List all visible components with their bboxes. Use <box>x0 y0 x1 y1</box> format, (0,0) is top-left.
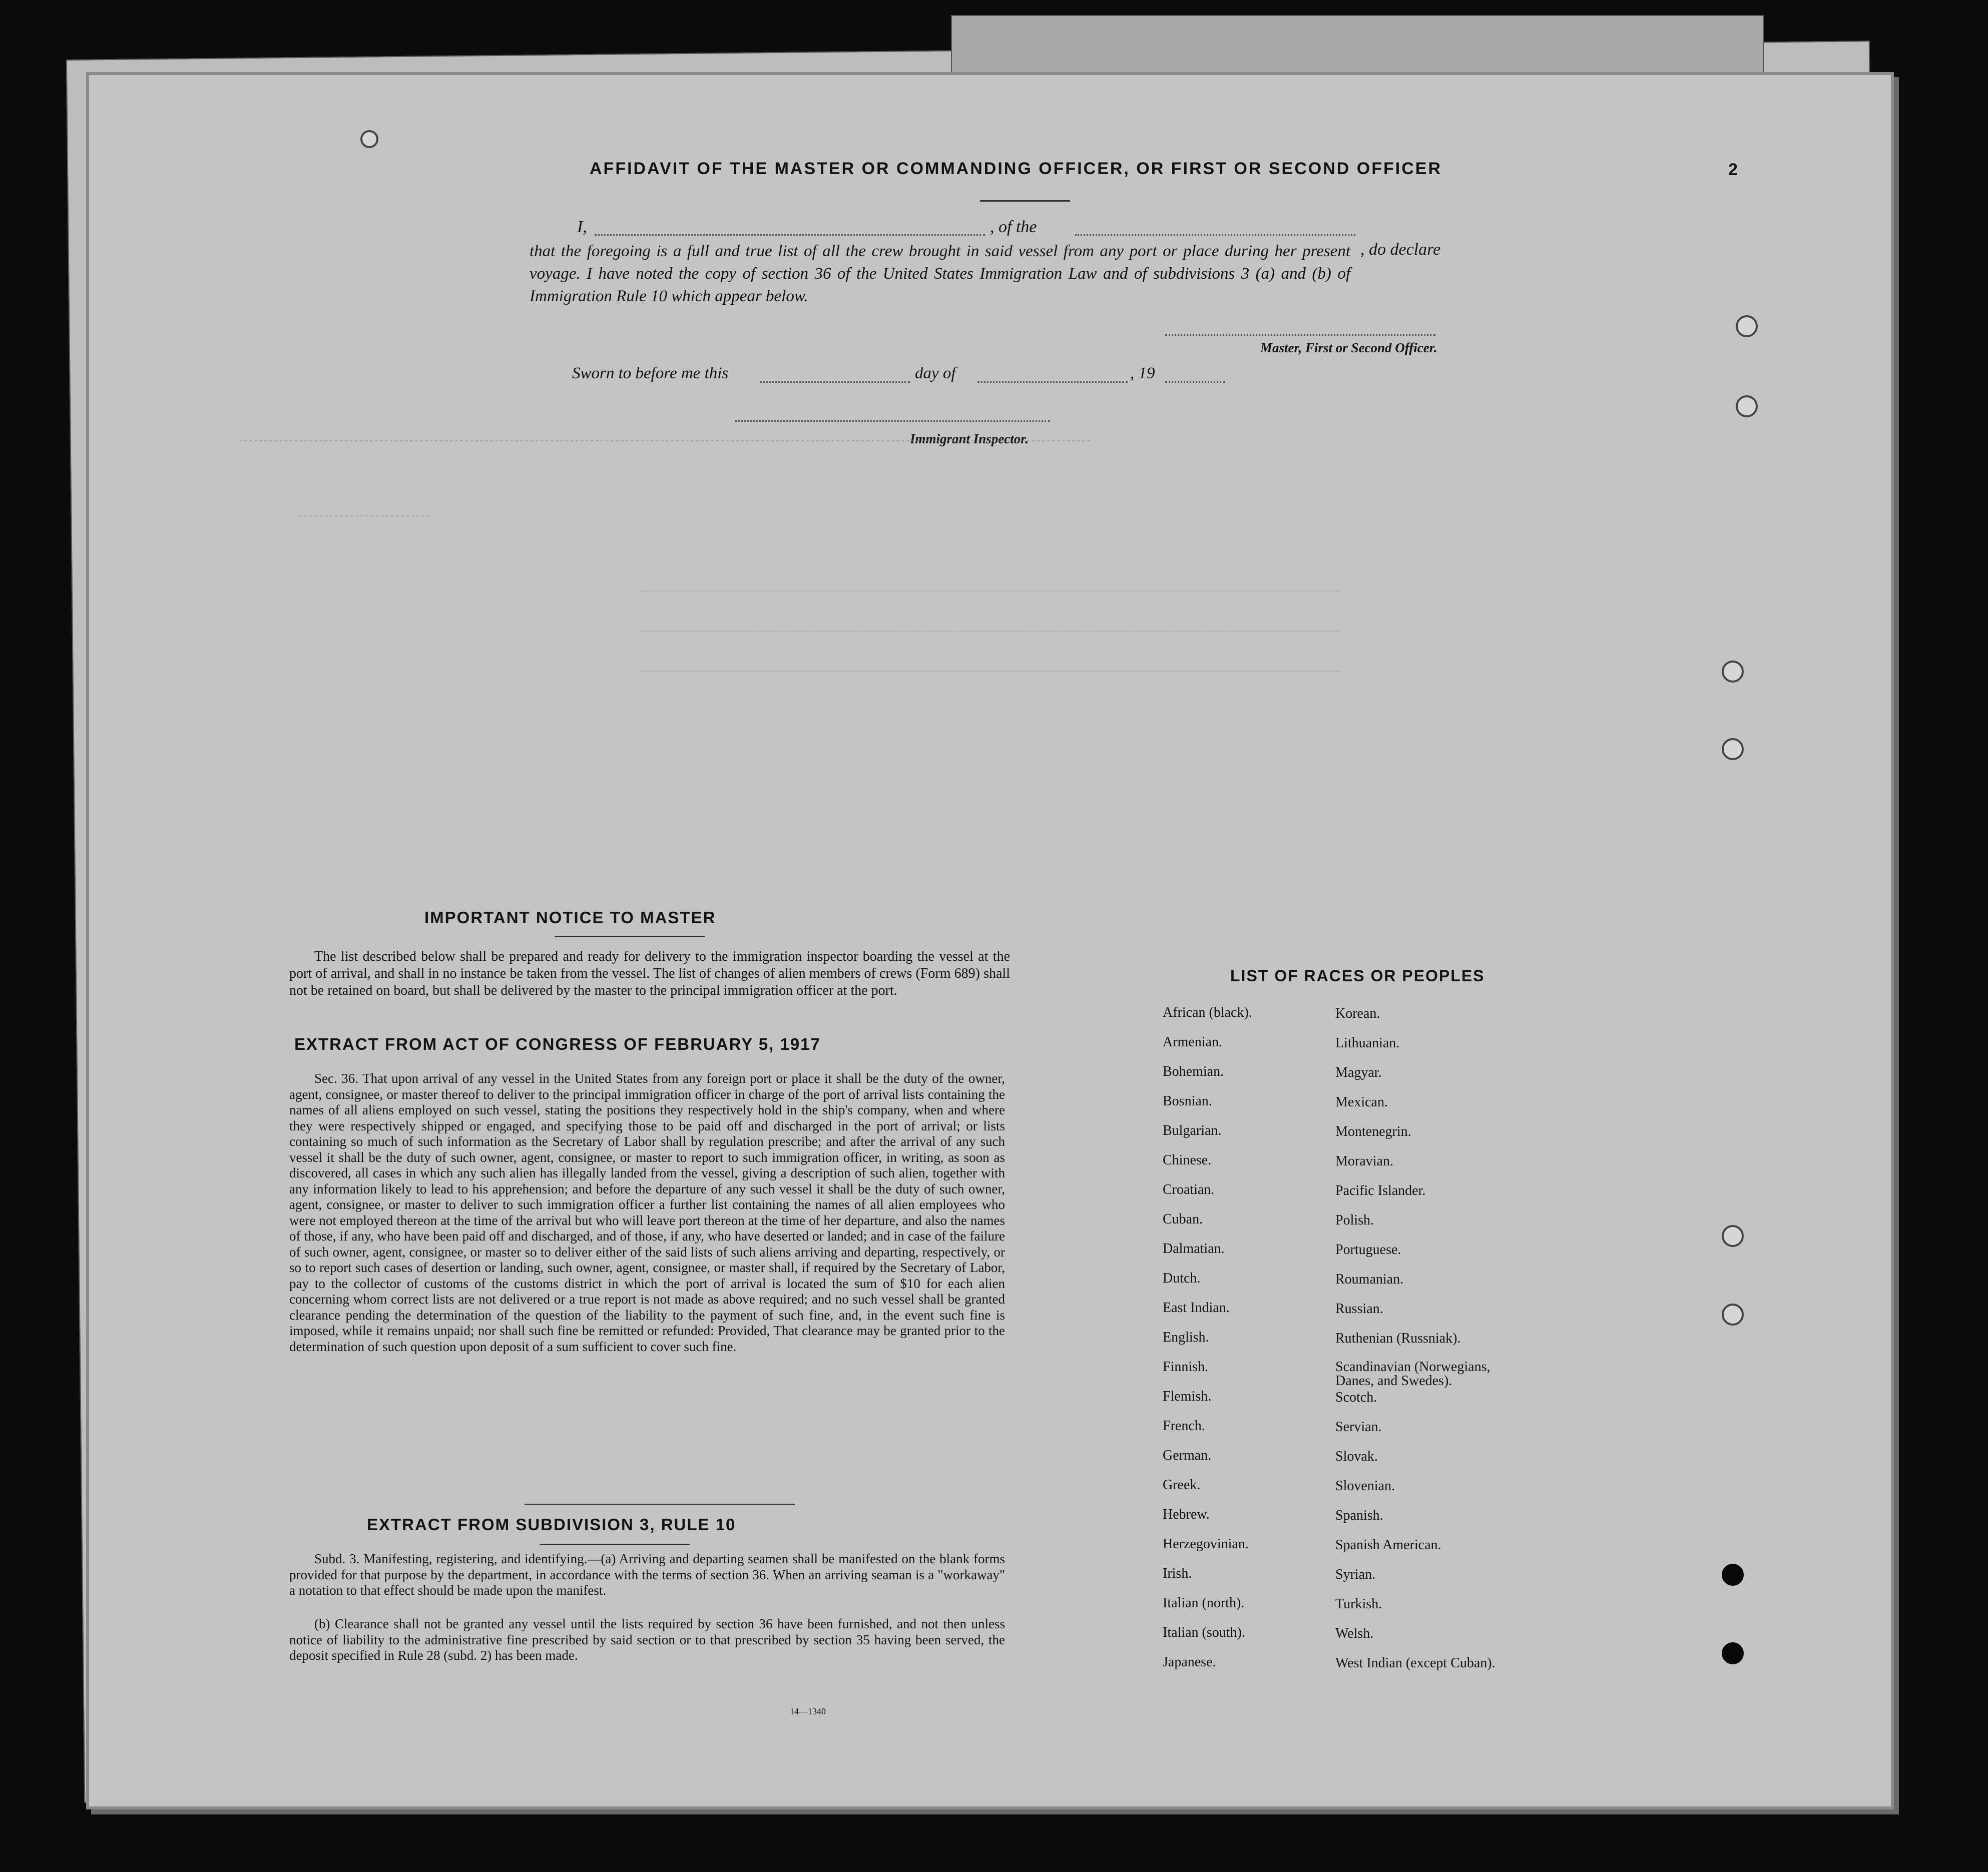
race-item: Mexican. <box>1335 1094 1388 1110</box>
sworn-label: Sworn to before me this <box>572 364 729 382</box>
rule-para-b: (b) Clearance shall not be granted any vessel until the lists required by section 36 have been furnished, and not then unless notice of liability to the administrative fine prescribed by said section or to that prescribed by section 35 having been served, the deposit specified in Rule 28 (subd. 2) has been made. <box>289 1616 1005 1663</box>
race-item: Dutch. <box>1163 1271 1201 1286</box>
rule-title: EXTRACT FROM SUBDIVISION 3, RULE 10 <box>367 1515 736 1534</box>
punch-hole <box>1736 315 1758 337</box>
punch-hole <box>1722 1564 1744 1586</box>
document-page <box>89 75 1891 1806</box>
affidavit-vessel-line <box>1075 234 1355 236</box>
race-item: Moravian. <box>1335 1153 1393 1169</box>
race-item: Flemish. <box>1163 1389 1212 1404</box>
sworn-year: , 19 <box>1130 364 1155 382</box>
affidavit-name-line <box>595 234 985 236</box>
affidavit-of-the: , of the <box>990 218 1037 236</box>
race-item: Bohemian. <box>1163 1064 1224 1079</box>
race-item: Bosnian. <box>1163 1093 1212 1109</box>
race-item: Cuban. <box>1163 1211 1203 1227</box>
race-item: Roumanian. <box>1335 1272 1404 1287</box>
race-item: Ruthenian (Russniak). <box>1335 1331 1461 1346</box>
race-item: Russian. <box>1335 1301 1383 1317</box>
act-body: Sec. 36. That upon arrival of any vessel in the United States from any foreign port or place it shall be the duty of the owner, agent, consignee, or master thereof to deliver to the principal immigration officer in charge of the port of arrival lists containing the names of all aliens employed on such vessel, stating the positions they respectively hold in the ship's company, when and where they were respectively shipped or engaged, and specifying those to be paid off and discharged in the port of arrival; or lists containing so much of such information as the Secretary of Labor shall by regulation prescribe; and after the arrival of any such vessel it shall be the duty of such owner, agent, consignee, or master to report to such immigration officer, in writing, as soon as discovered, all cases in which any such alien has illegally landed from the vessel, giving a description of such alien, together with any information likely to lead to his apprehension; and before the departure of any such vessel it shall be the duty of such owner, agent, consignee, or master to deliver to such immigration officer a further list containing the names of all alien employees who were not employed thereon at the time of the arrival but who will leave port thereon at the time of her departure, and also the names of those, if any, who have been paid off and discharged, and of those, if any, who have deserted or landed; and in case of the failure of such owner, agent, consignee, or master so to deliver either of the said lists of such aliens arriving and departing, respectively, or so to report such cases of desertion or landing, such owner, agent, consignee, or master shall, if required by the Secretary of Labor, pay to the collector of customs of the customs district in which the port of arrival is located the sum of $10 for each alien concerning whom correct lists are not delivered or a true report is not made as above required; and no such vessel shall be granted clearance pending the determination of the question of the liability to the payment of such fine, and, in the event such fine is imposed, while it remains unpaid; nor shall such fine be remitted or refunded: Provided, That clearance may be granted prior to the determination of such question upon deposit of a sum sufficient to cover such fine. <box>289 1071 1005 1354</box>
race-item: Italian (south). <box>1163 1625 1245 1640</box>
race-item: Montenegrin. <box>1335 1124 1411 1139</box>
affidavit-title-rule <box>980 200 1070 202</box>
rule-title-rule <box>540 1544 690 1545</box>
bleedthrough-marks <box>239 440 1591 841</box>
affidavit-i-label: I, <box>577 218 587 236</box>
punch-hole <box>1722 1225 1744 1247</box>
race-item: East Indian. <box>1163 1300 1230 1316</box>
race-item: Welsh. <box>1335 1626 1374 1641</box>
race-item: Japanese. <box>1163 1654 1216 1670</box>
race-item: French. <box>1163 1418 1205 1434</box>
race-item: Turkish. <box>1335 1596 1382 1612</box>
race-item: Korean. <box>1335 1006 1380 1021</box>
sworn-day-line <box>760 381 910 383</box>
signature-line <box>1165 334 1435 336</box>
punch-hole <box>1722 1304 1744 1326</box>
race-item: Spanish. <box>1335 1508 1383 1523</box>
race-item: Armenian. <box>1163 1034 1222 1050</box>
race-item: Servian. <box>1335 1419 1382 1435</box>
punch-hole <box>1722 661 1744 683</box>
punch-hole <box>360 130 378 148</box>
race-item: Pacific Islander. <box>1335 1183 1426 1198</box>
race-item: Slovak. <box>1335 1449 1378 1464</box>
rule-para-a: Subd. 3. Manifesting, registering, and identifying.—(a) Arriving and departing seamen shall be manifested on the blank forms provided for that purpose by the department, in accordance with the terms of section 36. When an arriving seaman is a "workaway" a notation to that effect should be made upon the manifest. <box>289 1551 1005 1598</box>
act-title: EXTRACT FROM ACT OF CONGRESS OF FEBRUARY 5, 1917 <box>294 1035 821 1053</box>
page-number: 2 <box>1728 160 1738 179</box>
notice-title-rule <box>555 936 705 937</box>
race-item: Finnish. <box>1163 1359 1209 1375</box>
act-end-rule <box>525 1504 795 1505</box>
signature-caption: Master, First or Second Officer. <box>1260 340 1437 355</box>
punch-hole <box>1722 738 1744 760</box>
punch-hole <box>1722 1642 1744 1664</box>
sworn-day-of: day of <box>915 364 956 382</box>
race-item: Polish. <box>1335 1212 1374 1228</box>
inspector-caption: Immigrant Inspector. <box>910 431 1029 446</box>
notice-body: The list described below shall be prepared and ready for delivery to the immigration inspector boarding the vessel at the port of arrival, and shall in no instance be taken from the vessel. The list of changes of alien members of crews (Form 689) shall not be retained on board, but shall be delivered by the master to the principal immigration officer at the port. <box>289 949 1010 998</box>
race-item: Magyar. <box>1335 1065 1382 1080</box>
race-item: Spanish American. <box>1335 1537 1441 1553</box>
form-number: 14—1340 <box>790 1706 826 1716</box>
race-item: Hebrew. <box>1163 1507 1210 1522</box>
race-item: Croatian. <box>1163 1182 1215 1197</box>
race-item: Scotch. <box>1335 1390 1377 1405</box>
race-item: Irish. <box>1163 1566 1192 1581</box>
affidavit-body: that the foregoing is a full and true list of all the crew brought in said vessel from any port or place during her present voyage. I have noted the copy of section 36 of the United States Immigration Law and of subdivisions 3 (a) and (b) of Immigration Rule 10 which appear below. <box>530 242 1350 305</box>
race-item: West Indian (except Cuban). <box>1335 1655 1496 1671</box>
sworn-year-line <box>1165 381 1225 383</box>
sworn-month-line <box>977 381 1128 383</box>
punch-hole <box>1736 395 1758 417</box>
affidavit-do-declare: , do declare <box>1360 240 1441 259</box>
race-item: Bulgarian. <box>1163 1123 1222 1138</box>
race-item: German. <box>1163 1448 1212 1463</box>
race-item: English. <box>1163 1330 1209 1345</box>
race-item: Portuguese. <box>1335 1242 1401 1258</box>
races-title: LIST OF RACES OR PEOPLES <box>1230 967 1485 985</box>
race-item: African (black). <box>1163 1005 1252 1020</box>
race-item: Chinese. <box>1163 1152 1212 1168</box>
race-item: Lithuanian. <box>1335 1035 1400 1051</box>
notice-title: IMPORTANT NOTICE TO MASTER <box>424 908 716 927</box>
race-item: Scandinavian (Norwegians, Danes, and Swedes). <box>1335 1359 1490 1389</box>
affidavit-title: AFFIDAVIT OF THE MASTER OR COMMANDING OFFICER, OR FIRST OR SECOND OFFICER <box>590 159 1442 178</box>
inspector-line <box>735 420 1050 422</box>
race-item: Dalmatian. <box>1163 1241 1225 1257</box>
race-item: Herzegovinian. <box>1163 1536 1249 1552</box>
race-item: Italian (north). <box>1163 1595 1245 1611</box>
race-item: Slovenian. <box>1335 1478 1395 1494</box>
race-item: Syrian. <box>1335 1567 1376 1582</box>
race-item: Greek. <box>1163 1477 1201 1493</box>
